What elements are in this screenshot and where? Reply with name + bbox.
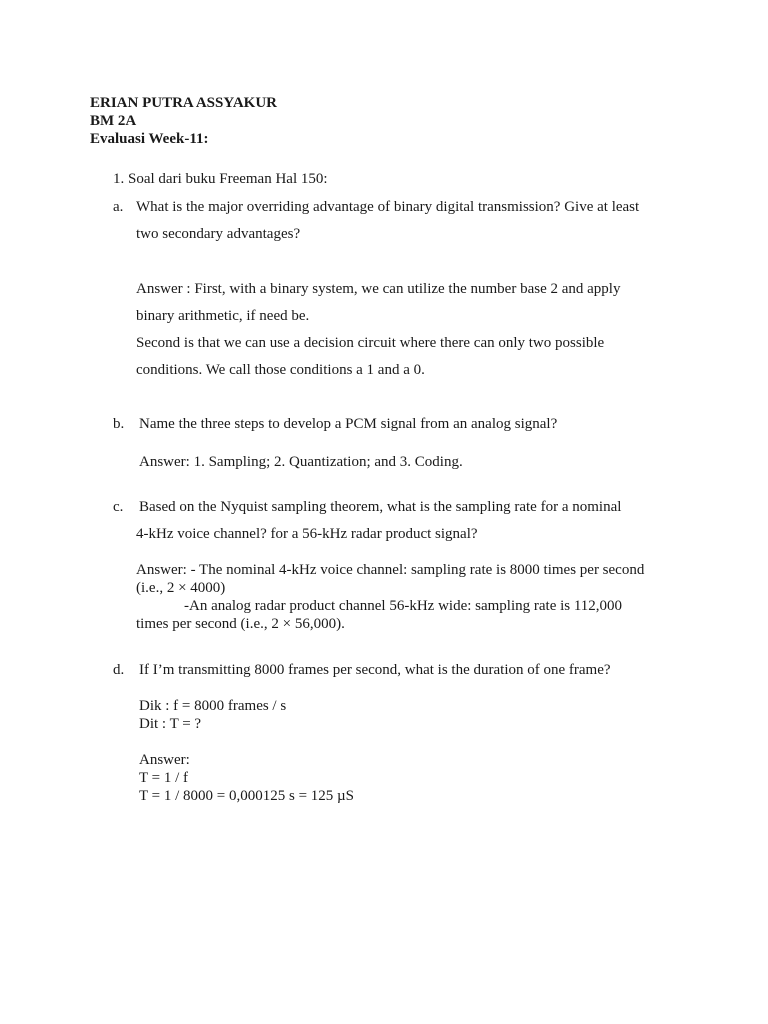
question-b-marker: b. [113, 416, 125, 432]
answer-a-line2: binary arithmetic, if need be. [136, 308, 310, 324]
answer-a-line4: conditions. We call those conditions a 1 and a 0. [136, 362, 425, 378]
given-line: Dik : f = 8000 frames / s [139, 698, 287, 714]
unknown-line: Dit : T = ? [139, 716, 202, 732]
question-a-line1: What is the major overriding advantage of binary digital transmission? Give at least [136, 199, 640, 215]
question-a-line2: two secondary advantages? [136, 226, 301, 242]
question-c-line2: 4-kHz voice channel? for a 56-kHz radar product signal? [136, 526, 478, 542]
question-d-marker: d. [113, 662, 125, 678]
answer-d-label: Answer: [139, 752, 190, 768]
author-name: ERIAN PUTRA ASSYAKUR [90, 95, 277, 111]
question-c-line1: Based on the Nyquist sampling theorem, what is the sampling rate for a nominal [139, 499, 622, 515]
class-code: BM 2A [90, 113, 137, 129]
question-a-marker: a. [113, 199, 124, 215]
answer-c-line4: times per second (i.e., 2 × 56,000). [136, 616, 345, 632]
answer-c-line3: -An analog radar product channel 56-kHz wide: sampling rate is 112,000 [184, 598, 623, 614]
formula-line2: T = 1 / 8000 = 0,000125 s = 125 µS [139, 788, 355, 804]
answer-c-line1: Answer: - The nominal 4-kHz voice channel: sampling rate is 8000 times per second [136, 562, 645, 578]
answer-a-line1: Answer : First, with a binary system, we can utilize the number base 2 and apply [136, 281, 621, 297]
answer-a-line3: Second is that we can use a decision circuit where there can only two possible [136, 335, 605, 351]
question-d-text: If I’m transmitting 8000 frames per second, what is the duration of one frame? [139, 662, 611, 678]
question-b-text: Name the three steps to develop a PCM signal from an analog signal? [139, 416, 558, 432]
document-title: Evaluasi Week-11: [90, 131, 209, 147]
answer-b-text: Answer: 1. Sampling; 2. Quantization; and 3. Coding. [139, 454, 463, 470]
question-c-marker: c. [113, 499, 124, 515]
formula-line1: T = 1 / f [139, 770, 189, 786]
section-heading: 1. Soal dari buku Freeman Hal 150: [113, 171, 328, 187]
answer-c-line2: (i.e., 2 × 4000) [136, 580, 226, 596]
